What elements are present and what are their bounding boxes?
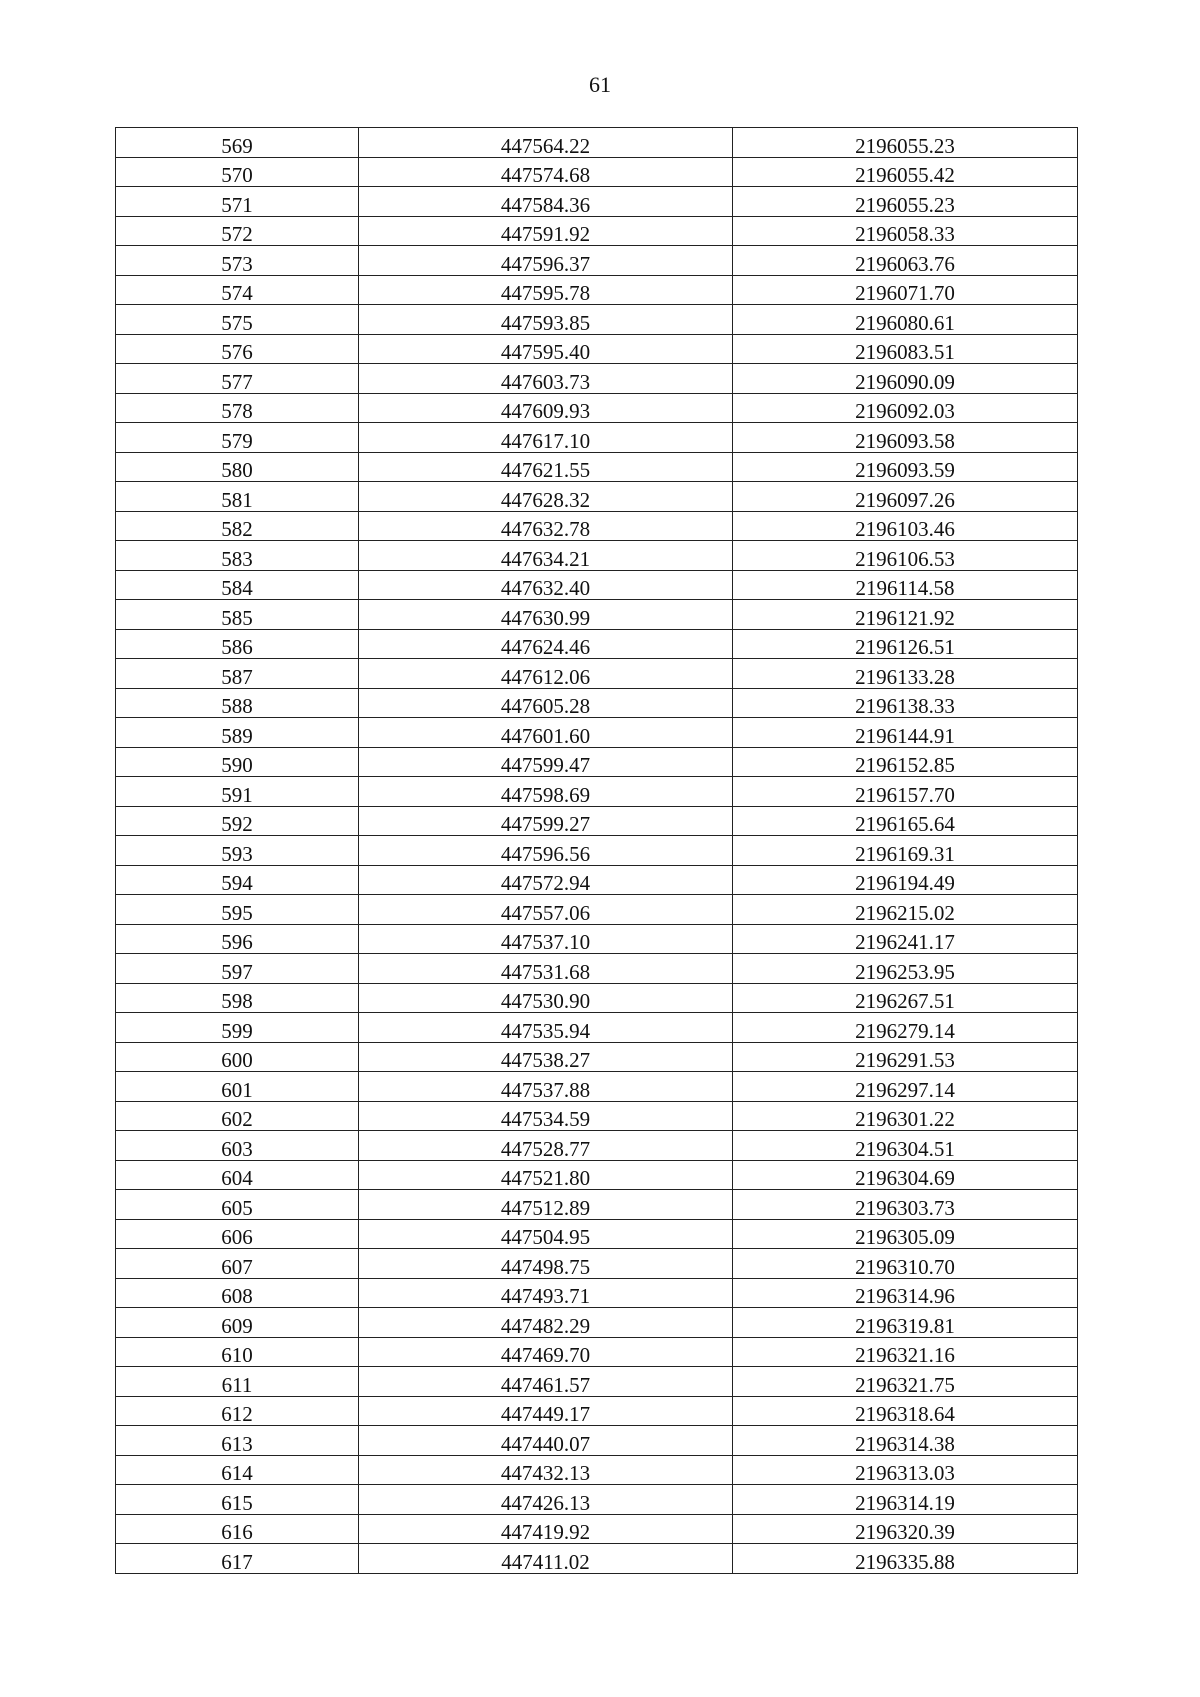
y-coordinate-cell: 2196165.64 bbox=[733, 806, 1078, 836]
table-row bbox=[116, 1396, 1078, 1426]
point-number-cell: 604 bbox=[116, 1160, 359, 1190]
x-coordinate-cell: 447534.59 bbox=[359, 1101, 733, 1131]
table-row bbox=[116, 423, 1078, 453]
y-coordinate-cell: 2196071.70 bbox=[733, 275, 1078, 305]
point-number-cell: 573 bbox=[116, 246, 359, 276]
point-number-cell: 609 bbox=[116, 1308, 359, 1338]
table-row bbox=[116, 187, 1078, 217]
table-row bbox=[116, 1219, 1078, 1249]
y-coordinate-cell: 2196055.42 bbox=[733, 157, 1078, 187]
point-number-cell: 593 bbox=[116, 836, 359, 866]
table-row bbox=[116, 216, 1078, 246]
y-coordinate-cell: 2196063.76 bbox=[733, 246, 1078, 276]
point-number-cell: 576 bbox=[116, 334, 359, 364]
y-coordinate-cell: 2196291.53 bbox=[733, 1042, 1078, 1072]
y-coordinate-cell: 2196169.31 bbox=[733, 836, 1078, 866]
x-coordinate-cell: 447612.06 bbox=[359, 659, 733, 689]
y-coordinate-cell: 2196301.22 bbox=[733, 1101, 1078, 1131]
table-row bbox=[116, 1101, 1078, 1131]
point-number-cell: 589 bbox=[116, 718, 359, 748]
table-row bbox=[116, 895, 1078, 925]
x-coordinate-cell: 447599.27 bbox=[359, 806, 733, 836]
point-number-cell: 584 bbox=[116, 570, 359, 600]
table-row bbox=[116, 1131, 1078, 1161]
y-coordinate-cell: 2196080.61 bbox=[733, 305, 1078, 335]
point-number-cell: 599 bbox=[116, 1013, 359, 1043]
table-row bbox=[116, 1514, 1078, 1544]
point-number-cell: 574 bbox=[116, 275, 359, 305]
y-coordinate-cell: 2196133.28 bbox=[733, 659, 1078, 689]
table-row bbox=[116, 954, 1078, 984]
point-number-cell: 588 bbox=[116, 688, 359, 718]
table-row bbox=[116, 1455, 1078, 1485]
x-coordinate-cell: 447591.92 bbox=[359, 216, 733, 246]
table-row bbox=[116, 777, 1078, 807]
y-coordinate-cell: 2196314.96 bbox=[733, 1278, 1078, 1308]
x-coordinate-cell: 447449.17 bbox=[359, 1396, 733, 1426]
table-row bbox=[116, 836, 1078, 866]
point-number-cell: 595 bbox=[116, 895, 359, 925]
table-row bbox=[116, 541, 1078, 571]
x-coordinate-cell: 447617.10 bbox=[359, 423, 733, 453]
table-row bbox=[116, 1042, 1078, 1072]
table-row bbox=[116, 629, 1078, 659]
y-coordinate-cell: 2196090.09 bbox=[733, 364, 1078, 394]
table-row bbox=[116, 128, 1078, 158]
point-number-cell: 579 bbox=[116, 423, 359, 453]
point-number-cell: 587 bbox=[116, 659, 359, 689]
y-coordinate-cell: 2196058.33 bbox=[733, 216, 1078, 246]
coordinates-table bbox=[115, 127, 1078, 1574]
y-coordinate-cell: 2196194.49 bbox=[733, 865, 1078, 895]
y-coordinate-cell: 2196138.33 bbox=[733, 688, 1078, 718]
point-number-cell: 569 bbox=[116, 128, 359, 158]
x-coordinate-cell: 447537.10 bbox=[359, 924, 733, 954]
coordinates-table-body bbox=[116, 128, 1078, 1574]
x-coordinate-cell: 447605.28 bbox=[359, 688, 733, 718]
x-coordinate-cell: 447461.57 bbox=[359, 1367, 733, 1397]
point-number-cell: 575 bbox=[116, 305, 359, 335]
table-row bbox=[116, 1072, 1078, 1102]
table-row bbox=[116, 246, 1078, 276]
table-row bbox=[116, 1013, 1078, 1043]
point-number-cell: 582 bbox=[116, 511, 359, 541]
y-coordinate-cell: 2196304.51 bbox=[733, 1131, 1078, 1161]
y-coordinate-cell: 2196335.88 bbox=[733, 1544, 1078, 1574]
y-coordinate-cell: 2196241.17 bbox=[733, 924, 1078, 954]
y-coordinate-cell: 2196152.85 bbox=[733, 747, 1078, 777]
table-row bbox=[116, 482, 1078, 512]
x-coordinate-cell: 447419.92 bbox=[359, 1514, 733, 1544]
y-coordinate-cell: 2196215.02 bbox=[733, 895, 1078, 925]
point-number-cell: 581 bbox=[116, 482, 359, 512]
x-coordinate-cell: 447630.99 bbox=[359, 600, 733, 630]
point-number-cell: 583 bbox=[116, 541, 359, 571]
x-coordinate-cell: 447432.13 bbox=[359, 1455, 733, 1485]
x-coordinate-cell: 447528.77 bbox=[359, 1131, 733, 1161]
x-coordinate-cell: 447598.69 bbox=[359, 777, 733, 807]
table-row bbox=[116, 1367, 1078, 1397]
x-coordinate-cell: 447530.90 bbox=[359, 983, 733, 1013]
x-coordinate-cell: 447593.85 bbox=[359, 305, 733, 335]
x-coordinate-cell: 447632.78 bbox=[359, 511, 733, 541]
point-number-cell: 606 bbox=[116, 1219, 359, 1249]
table-row bbox=[116, 511, 1078, 541]
y-coordinate-cell: 2196319.81 bbox=[733, 1308, 1078, 1338]
x-coordinate-cell: 447572.94 bbox=[359, 865, 733, 895]
y-coordinate-cell: 2196157.70 bbox=[733, 777, 1078, 807]
x-coordinate-cell: 447564.22 bbox=[359, 128, 733, 158]
x-coordinate-cell: 447535.94 bbox=[359, 1013, 733, 1043]
point-number-cell: 602 bbox=[116, 1101, 359, 1131]
table-row bbox=[116, 1485, 1078, 1515]
x-coordinate-cell: 447595.78 bbox=[359, 275, 733, 305]
x-coordinate-cell: 447624.46 bbox=[359, 629, 733, 659]
table-row bbox=[116, 1278, 1078, 1308]
table-row bbox=[116, 924, 1078, 954]
y-coordinate-cell: 2196093.58 bbox=[733, 423, 1078, 453]
y-coordinate-cell: 2196106.53 bbox=[733, 541, 1078, 571]
table-row bbox=[116, 452, 1078, 482]
x-coordinate-cell: 447411.02 bbox=[359, 1544, 733, 1574]
point-number-cell: 605 bbox=[116, 1190, 359, 1220]
x-coordinate-cell: 447601.60 bbox=[359, 718, 733, 748]
table-row bbox=[116, 983, 1078, 1013]
x-coordinate-cell: 447469.70 bbox=[359, 1337, 733, 1367]
y-coordinate-cell: 2196114.58 bbox=[733, 570, 1078, 600]
y-coordinate-cell: 2196305.09 bbox=[733, 1219, 1078, 1249]
x-coordinate-cell: 447628.32 bbox=[359, 482, 733, 512]
x-coordinate-cell: 447603.73 bbox=[359, 364, 733, 394]
point-number-cell: 571 bbox=[116, 187, 359, 217]
table-row bbox=[116, 157, 1078, 187]
x-coordinate-cell: 447596.56 bbox=[359, 836, 733, 866]
x-coordinate-cell: 447426.13 bbox=[359, 1485, 733, 1515]
y-coordinate-cell: 2196092.03 bbox=[733, 393, 1078, 423]
x-coordinate-cell: 447537.88 bbox=[359, 1072, 733, 1102]
table-row bbox=[116, 364, 1078, 394]
table-row bbox=[116, 393, 1078, 423]
y-coordinate-cell: 2196318.64 bbox=[733, 1396, 1078, 1426]
point-number-cell: 598 bbox=[116, 983, 359, 1013]
x-coordinate-cell: 447531.68 bbox=[359, 954, 733, 984]
point-number-cell: 572 bbox=[116, 216, 359, 246]
table-row bbox=[116, 747, 1078, 777]
x-coordinate-cell: 447621.55 bbox=[359, 452, 733, 482]
x-coordinate-cell: 447609.93 bbox=[359, 393, 733, 423]
point-number-cell: 596 bbox=[116, 924, 359, 954]
y-coordinate-cell: 2196103.46 bbox=[733, 511, 1078, 541]
point-number-cell: 607 bbox=[116, 1249, 359, 1279]
point-number-cell: 616 bbox=[116, 1514, 359, 1544]
table-row bbox=[116, 334, 1078, 364]
point-number-cell: 577 bbox=[116, 364, 359, 394]
y-coordinate-cell: 2196303.73 bbox=[733, 1190, 1078, 1220]
y-coordinate-cell: 2196121.92 bbox=[733, 600, 1078, 630]
x-coordinate-cell: 447521.80 bbox=[359, 1160, 733, 1190]
table-row bbox=[116, 659, 1078, 689]
table-row bbox=[116, 688, 1078, 718]
y-coordinate-cell: 2196279.14 bbox=[733, 1013, 1078, 1043]
y-coordinate-cell: 2196093.59 bbox=[733, 452, 1078, 482]
y-coordinate-cell: 2196126.51 bbox=[733, 629, 1078, 659]
y-coordinate-cell: 2196310.70 bbox=[733, 1249, 1078, 1279]
table-row bbox=[116, 1160, 1078, 1190]
x-coordinate-cell: 447482.29 bbox=[359, 1308, 733, 1338]
point-number-cell: 592 bbox=[116, 806, 359, 836]
table-row bbox=[116, 1337, 1078, 1367]
point-number-cell: 608 bbox=[116, 1278, 359, 1308]
table-row bbox=[116, 806, 1078, 836]
y-coordinate-cell: 2196097.26 bbox=[733, 482, 1078, 512]
x-coordinate-cell: 447504.95 bbox=[359, 1219, 733, 1249]
point-number-cell: 590 bbox=[116, 747, 359, 777]
table-row bbox=[116, 275, 1078, 305]
y-coordinate-cell: 2196055.23 bbox=[733, 128, 1078, 158]
y-coordinate-cell: 2196253.95 bbox=[733, 954, 1078, 984]
x-coordinate-cell: 447632.40 bbox=[359, 570, 733, 600]
x-coordinate-cell: 447538.27 bbox=[359, 1042, 733, 1072]
point-number-cell: 586 bbox=[116, 629, 359, 659]
x-coordinate-cell: 447595.40 bbox=[359, 334, 733, 364]
x-coordinate-cell: 447493.71 bbox=[359, 1278, 733, 1308]
x-coordinate-cell: 447574.68 bbox=[359, 157, 733, 187]
point-number-cell: 603 bbox=[116, 1131, 359, 1161]
table-row bbox=[116, 305, 1078, 335]
y-coordinate-cell: 2196144.91 bbox=[733, 718, 1078, 748]
y-coordinate-cell: 2196055.23 bbox=[733, 187, 1078, 217]
y-coordinate-cell: 2196267.51 bbox=[733, 983, 1078, 1013]
table-row bbox=[116, 1249, 1078, 1279]
table-row bbox=[116, 600, 1078, 630]
point-number-cell: 578 bbox=[116, 393, 359, 423]
y-coordinate-cell: 2196320.39 bbox=[733, 1514, 1078, 1544]
x-coordinate-cell: 447584.36 bbox=[359, 187, 733, 217]
table-row bbox=[116, 570, 1078, 600]
y-coordinate-cell: 2196313.03 bbox=[733, 1455, 1078, 1485]
x-coordinate-cell: 447599.47 bbox=[359, 747, 733, 777]
y-coordinate-cell: 2196304.69 bbox=[733, 1160, 1078, 1190]
point-number-cell: 611 bbox=[116, 1367, 359, 1397]
x-coordinate-cell: 447498.75 bbox=[359, 1249, 733, 1279]
point-number-cell: 617 bbox=[116, 1544, 359, 1574]
y-coordinate-cell: 2196314.38 bbox=[733, 1426, 1078, 1456]
x-coordinate-cell: 447512.89 bbox=[359, 1190, 733, 1220]
table-row bbox=[116, 718, 1078, 748]
y-coordinate-cell: 2196321.16 bbox=[733, 1337, 1078, 1367]
y-coordinate-cell: 2196083.51 bbox=[733, 334, 1078, 364]
point-number-cell: 591 bbox=[116, 777, 359, 807]
point-number-cell: 570 bbox=[116, 157, 359, 187]
point-number-cell: 610 bbox=[116, 1337, 359, 1367]
point-number-cell: 615 bbox=[116, 1485, 359, 1515]
x-coordinate-cell: 447440.07 bbox=[359, 1426, 733, 1456]
page-number: 61 bbox=[589, 72, 611, 97]
table-row bbox=[116, 1190, 1078, 1220]
point-number-cell: 585 bbox=[116, 600, 359, 630]
y-coordinate-cell: 2196314.19 bbox=[733, 1485, 1078, 1515]
x-coordinate-cell: 447596.37 bbox=[359, 246, 733, 276]
point-number-cell: 600 bbox=[116, 1042, 359, 1072]
point-number-cell: 612 bbox=[116, 1396, 359, 1426]
point-number-cell: 601 bbox=[116, 1072, 359, 1102]
point-number-cell: 580 bbox=[116, 452, 359, 482]
x-coordinate-cell: 447634.21 bbox=[359, 541, 733, 571]
table-row bbox=[116, 1426, 1078, 1456]
table-row bbox=[116, 1308, 1078, 1338]
table-row bbox=[116, 1544, 1078, 1574]
point-number-cell: 614 bbox=[116, 1455, 359, 1485]
y-coordinate-cell: 2196297.14 bbox=[733, 1072, 1078, 1102]
point-number-cell: 597 bbox=[116, 954, 359, 984]
x-coordinate-cell: 447557.06 bbox=[359, 895, 733, 925]
y-coordinate-cell: 2196321.75 bbox=[733, 1367, 1078, 1397]
table-row bbox=[116, 865, 1078, 895]
point-number-cell: 594 bbox=[116, 865, 359, 895]
point-number-cell: 613 bbox=[116, 1426, 359, 1456]
